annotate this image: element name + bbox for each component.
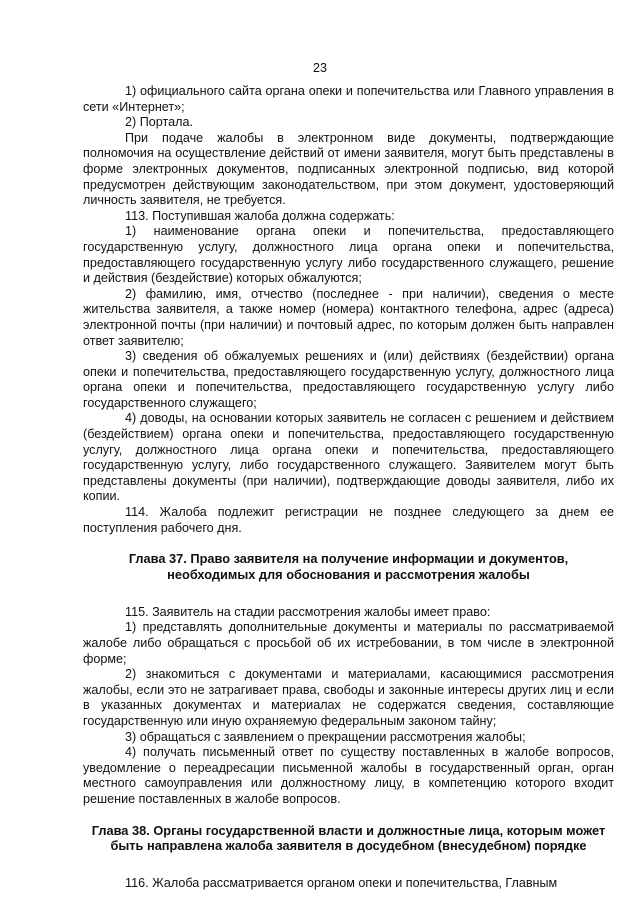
paragraph-115-item-4: 4) получать письменный ответ по существу поставленных в жалобе вопросов, уведомление о переадресации письменной жалобы в государственный орган, орган местного самоуправления или должностному лицу, в компетенцию которого входит решение поставленных в жалобе вопросов. [83,745,614,806]
paragraph-113-item-2: 2) фамилию, имя, отчество (последнее - при наличии), сведения о месте жительства заявителя, а также номер (номера) контактного телефона, адрес (адреса) электронной почты (при наличии) и почтовый адрес, по которым должен быть направлен ответ заявителю; [83,286,614,348]
page-number: 23 [313,61,327,75]
chapter-38-heading-line-1: Глава 38. Органы государственной власти и должностные лица, которым может [91,822,606,838]
document-body [83,84,614,892]
chapter-37-heading-line-1: Глава 37. Право заявителя на получение информации и документов, [128,551,569,567]
paragraph-113: 113. Поступившая жалоба должна содержать: [125,208,395,223]
paragraph-115-item-3: 3) обращаться с заявлением о прекращении рассмотрения жалобы; [125,729,526,744]
paragraph-115-item-1: 1) представлять дополнительные документы и материалы по рассматриваемой жалобе либо обращаться с просьбой об их истребовании, в том числе в электронной форме; [83,620,614,666]
paragraph-item-2-portal: 2) Портала. [125,115,193,130]
paragraph-113-item-3: 3) сведения об обжалуемых решениях и (или) действиях (бездействии) органа опеки и попечительства, предоставляющего государственную услугу, должностного лица органа опеки и попечительства, предоставляющего государственную услугу либо государственного служащего; [83,349,614,410]
chapter-38-heading-line-2: быть направлена жалоба заявителя в досудебном (внесудебном) порядке [110,838,587,854]
paragraph-114: 114. Жалоба подлежит регистрации не позднее следующего за днем ее поступления рабочего дня. [83,505,614,535]
chapter-37-heading-line-2: необходимых для обоснования и рассмотрения жалобы [167,567,530,583]
paragraph-item-1-portal-site: 1) официального сайта органа опеки и попечительства или Главного управления в сети «Интернет»; [83,84,614,114]
paragraph-116: 116. Жалоба рассматривается органом опеки и попечительства, Главным [125,876,558,891]
paragraph-113-item-1: 1) наименование органа опеки и попечительства, предоставляющего государственную услугу, должностного лица органа опеки и попечительства, предоставляющего государственную услугу либо государственного служащего, решение и действия (бездействие) которых обжалуются; [83,224,614,286]
paragraph-115-item-2: 2) знакомиться с документами и материалами, касающимися рассмотрения жалобы, если это не затрагивает права, свободы и законные интересы других лиц и если в указанных документах и материалах не содержатся сведения, составляющие государственную или иную охраняемую федеральным законом тайну; [83,667,614,728]
paragraph-115: 115. Заявитель на стадии рассмотрения жалобы имеет право: [125,604,491,619]
paragraph-electronic-submission: При подаче жалобы в электронном виде документы, подтверждающие полномочия на осуществление действий от имени заявителя, могут быть представлены в форме электронных документов, подписанных электронной подписью, вид которой предусмотрен действующим законодательством, при этом документ, удостоверяющий личность заявителя, не требуется. [83,130,614,208]
paragraph-113-item-4: 4) доводы, на основании которых заявитель не согласен с решением и действием (бездействием) органа опеки и попечительства, предоставляющего государственную услугу, должностного лица органа опеки и попечительства, предоставляющего государственную услугу, либо государственного служащего. Заявителем могут быть представлены документы (при наличии), подтверждающие доводы заявителя, либо их копии. [83,411,614,504]
